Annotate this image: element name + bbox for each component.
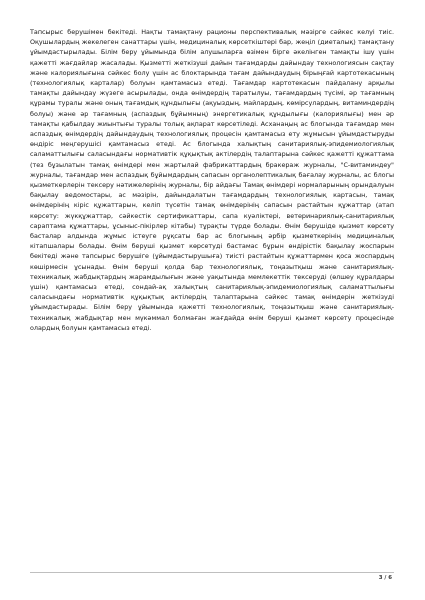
footer-divider (30, 572, 394, 573)
body-paragraph: Тапсырыс берушімен бекітеді. Нақты тамақтану рационы перспективалық мәзірге сәйкес келуі тиіс. Оқушылардың жекелеген санаттары үшін, медициналық көрсеткіштері бар, жеңіл (диеталық) тамақтану ұйымдастырылады. Білім беру ұйымында білім алушыларға өзімен бірге әкелінген тамақты ішу үшін қажетті жағдайлар жасалады. Қызметті жеткізуші дайын тағамдарды дайындау технологиясын сақтау және калориялығына сәйкес болу үшін ас блоктарында тағам дайындаудың бірыңғай картотекасының (технологиялық карталар) болуын қамтамасыз етеді. Тағамдар картотекасын пайдалану арқылы тамақты дайындау жүзеге асырылады, онда өнімдердің таратылуы, тағамдардың түсімі, әр тағамның құрамы туралы және оның тағамдық құндылығы (ақуыздың, майлардың, көмірсулардың, витаминдердің болуы) және әр тағамның (аспаздық бұйымның) энергетикалық құндылығы (калориялығы) мен әр тамақты қабылдау жиынтығы туралы толық ақпарат көрсетіледі. Асханаңың ас блогында тағамдар мен аспаздық өнімдердің дайындаудың технологиялық процесін қамтамасыз ету жұмысын ұйымдастыруды өндіріс меңгерушісі қамтамасыз етеді. Ас блогында халықтың санитариялық-эпидемиологиялық саламаттылығы саласындағы нормативтік құқықтық актілердің талаптарына сәйкес қажетті құжаттама (тез бұзылатын тамақ өнімдері мен жартылай фабрикаттардың бракераж журналы, "С-витаминдеу" журналы, тағамдар мен аспаздық бұйымдардың сапасын органолептикалық бағалау журналы, ас блогы қызметкерлерін тексеру нәтижелерінің журналы, бір айдағы Тамақ өнімдері нормаларының орындалуын бақылау ведомостары, ас мәзірін, дайындалатын тағамдардың технологиялық картасын, тамақ өнімдерінің кіріс құжаттарын, келіп түсетін тамақ өнімдерінің сапасын растайтын құжаттар (атап көрсету: жүкқұжаттар, сәйкестік сертификаттары, сапа куәліктері, ветеринариялық-санитариялық сараптама құжаттары, ұсыныс-пікірлер кітабы) тұрақты түрде болады. Өнім берушіде қызмет көрсету басталар алдында жұмыс істеуге рұқсаты бар ас блогының әрбір қызметкерінің медициналық кітапшалары болады. Өнім беруші қызмет көрсетуді бастамас бұрын өндірістік бақылау жоспарын бекітеді және тапсырыс берушіге (ұйымдастырушыға) тиісті растайтын құжаттармен қоса жоспардың көшірмесін ұсынады. Өнім беруші қолда бар технологиялық, тоңазытқыш және санитариялық-техникалық жабдықтардың жарамдылығын және уақытында мемлекеттік тексеруді (өлшеу құралдары үшін) қамтамасыз етеді, сондай-ақ халықтың санитариялық-эпидемиологиялық саламаттылығы саласындағы нормативтік құқықтық актілердің талаптарына сәйкес тамақ өнімдерін жеткізуді ұйымдастырады. Білім беру ұйымында қажетті технологиялық, тоңазытқыш және санитариялық-техникалық жабдықтар мен мүкәммал болмаған жағдайда өнім беруші қызмет көрсету процесінде олардың болуын қамтамасыз етеді. (30, 28, 394, 332)
page-number: 3 / 6 (378, 575, 392, 581)
